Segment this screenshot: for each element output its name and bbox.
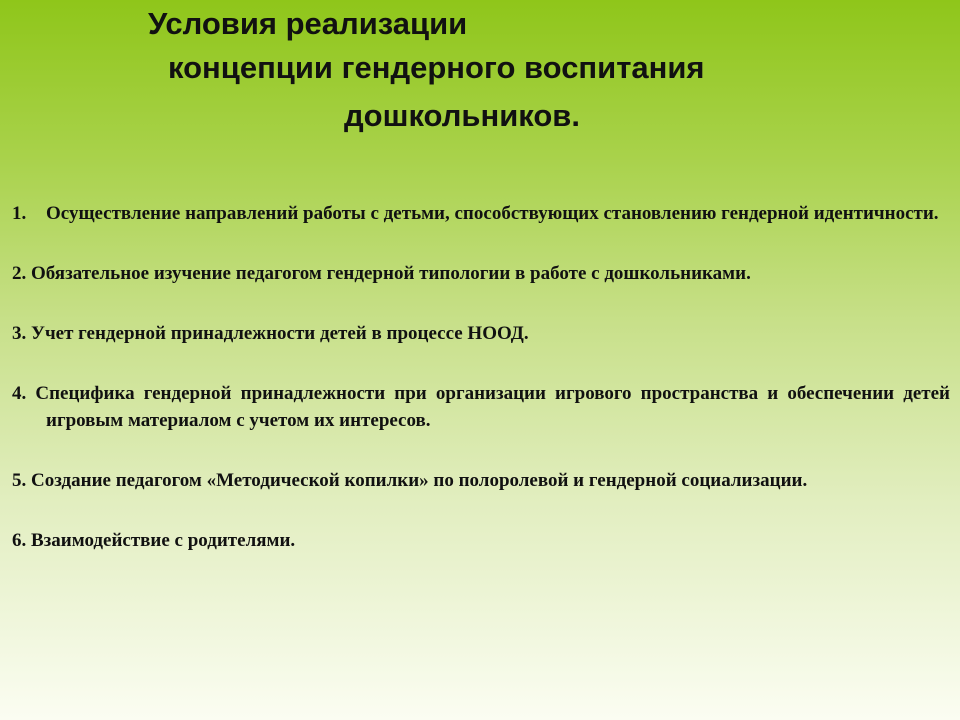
item-text: Создание педагогом «Методической копилки» по полоролевой и гендерной социализации. (31, 470, 808, 491)
title-line-1: Условия реализации (148, 6, 468, 41)
item-text: Специфика гендерной принадлежности при организации игрового пространства и обеспечении детей игровым материалом с учетом их интересов. (35, 383, 950, 431)
list-item-4 (12, 380, 950, 434)
item-number: 6. (12, 530, 31, 551)
item-number: 3. (12, 323, 31, 344)
item-number: 1. (12, 203, 27, 224)
item-number: 5. (12, 470, 31, 491)
list-item-1 (12, 200, 950, 227)
item-number: 2. (12, 263, 31, 284)
list-item-5 (12, 467, 950, 494)
list-item-3 (12, 320, 950, 347)
list-item-6 (12, 527, 950, 554)
item-text: Учет гендерной принадлежности детей в процессе НООД. (31, 323, 529, 344)
item-number: 4. (12, 383, 36, 404)
item-text: Обязательное изучение педагогом гендерной типологии в работе с дошкольниками. (31, 263, 751, 284)
title-line-2: концепции гендерного воспитания (168, 50, 705, 85)
title-line-3: дошкольников. (344, 98, 580, 133)
item-text: Осуществление направлений работы с детьми, способствующих становлению гендерной идентичности. (46, 203, 939, 224)
list-item-2 (12, 260, 950, 287)
item-text: Взаимодействие с родителями. (31, 530, 296, 551)
conditions-list (12, 200, 950, 554)
